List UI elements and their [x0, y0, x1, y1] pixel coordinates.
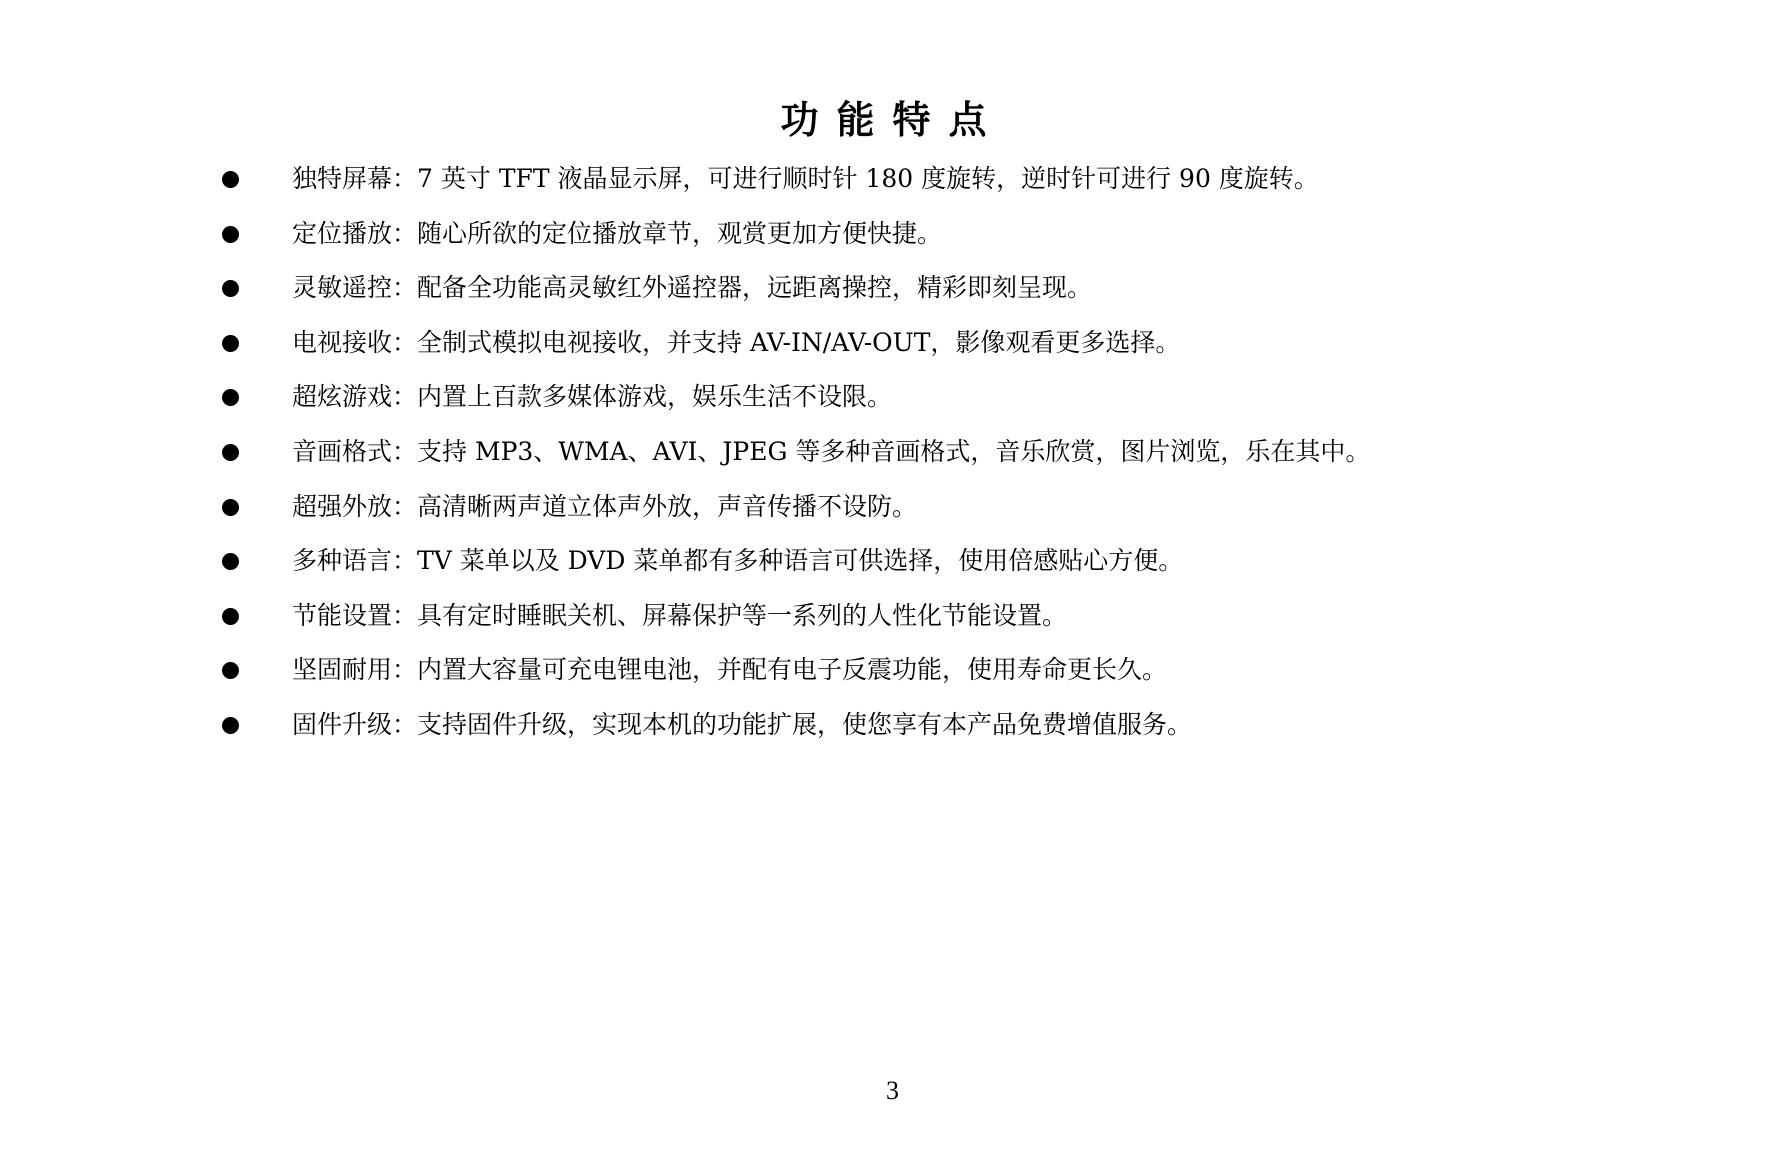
feature-label: 超强外放: [292, 491, 393, 521]
feature-label: 坚固耐用: [292, 655, 393, 685]
list-item: [0, 425, 1785, 480]
feature-description: 支持 MP3、WMA、AVI、JPEG 等多种音画格式，音乐欣赏，图片浏览，乐在其中。: [417, 436, 1371, 466]
feature-label: 定位播放: [292, 218, 393, 248]
list-item: [0, 589, 1785, 644]
feature-list: [0, 152, 1785, 753]
separator: ：: [392, 436, 418, 466]
separator: ：: [392, 164, 418, 193]
feature-label: 节能设置: [292, 600, 393, 630]
feature-label: 超炫游戏: [292, 382, 393, 412]
feature-label: 固件升级: [292, 709, 393, 739]
bullet-icon: [222, 717, 239, 734]
bullet-icon: [222, 280, 239, 297]
feature-description: TV 菜单以及 DVD 菜单都有多种语言可供选择，使用倍感贴心方便。: [417, 546, 1184, 576]
page-number: 3: [886, 1076, 899, 1105]
bullet-icon: [222, 171, 239, 188]
list-item: [0, 534, 1785, 589]
list-item: [0, 316, 1785, 371]
feature-description: 具有定时睡眠关机、屏幕保护等一系列的人性化节能设置。: [417, 600, 1068, 630]
bullet-icon: [222, 335, 239, 352]
separator: ：: [392, 600, 418, 630]
bullet-icon: [222, 226, 239, 243]
feature-label: 灵敏遥控: [292, 273, 393, 303]
separator: ：: [392, 655, 418, 685]
separator: ：: [392, 273, 418, 303]
feature-description: 内置上百款多媒体游戏，娱乐生活不设限。: [417, 382, 893, 412]
separator: ：: [392, 382, 418, 412]
list-item: [0, 152, 1785, 207]
feature-description: 7 英寸 TFT 液晶显示屏，可进行顺时针 180 度旋转，逆时针可进行 90 度旋转。: [417, 164, 1319, 193]
list-item: [0, 370, 1785, 425]
feature-description: 随心所欲的定位播放章节，观赏更加方便快捷。: [417, 218, 943, 248]
list-item: [0, 261, 1785, 316]
feature-label: 多种语言: [292, 546, 393, 576]
feature-description: 内置大容量可充电锂电池，并配有电子反震功能，使用寿命更长久。: [417, 655, 1168, 685]
bullet-icon: [222, 553, 239, 570]
feature-label: 电视接收: [292, 327, 393, 357]
separator: ：: [392, 546, 418, 576]
separator: ：: [392, 218, 418, 248]
list-item: [0, 480, 1785, 535]
feature-description: 支持固件升级，实现本机的功能扩展，使您享有本产品免费增值服务。: [417, 709, 1193, 739]
bullet-icon: [222, 608, 239, 625]
separator: ：: [392, 327, 418, 357]
bullet-icon: [222, 662, 239, 679]
bullet-icon: [222, 389, 239, 406]
list-item: [0, 643, 1785, 698]
feature-description: 配备全功能高灵敏红外遥控器，远距离操控，精彩即刻呈现。: [417, 273, 1093, 303]
list-item: [0, 698, 1785, 753]
feature-label: 音画格式: [292, 436, 393, 466]
separator: ：: [392, 709, 418, 739]
separator: ：: [392, 491, 418, 521]
feature-label: 独特屏幕: [292, 164, 393, 193]
bullet-icon: [222, 444, 239, 461]
feature-description: 全制式模拟电视接收，并支持 AV-IN/AV-OUT，影像观看更多选择。: [417, 327, 1181, 357]
feature-description: 高清晰两声道立体声外放，声音传播不设防。: [417, 491, 918, 521]
page-title: 功能特点: [780, 98, 1005, 142]
bullet-icon: [222, 499, 239, 516]
list-item: [0, 207, 1785, 262]
